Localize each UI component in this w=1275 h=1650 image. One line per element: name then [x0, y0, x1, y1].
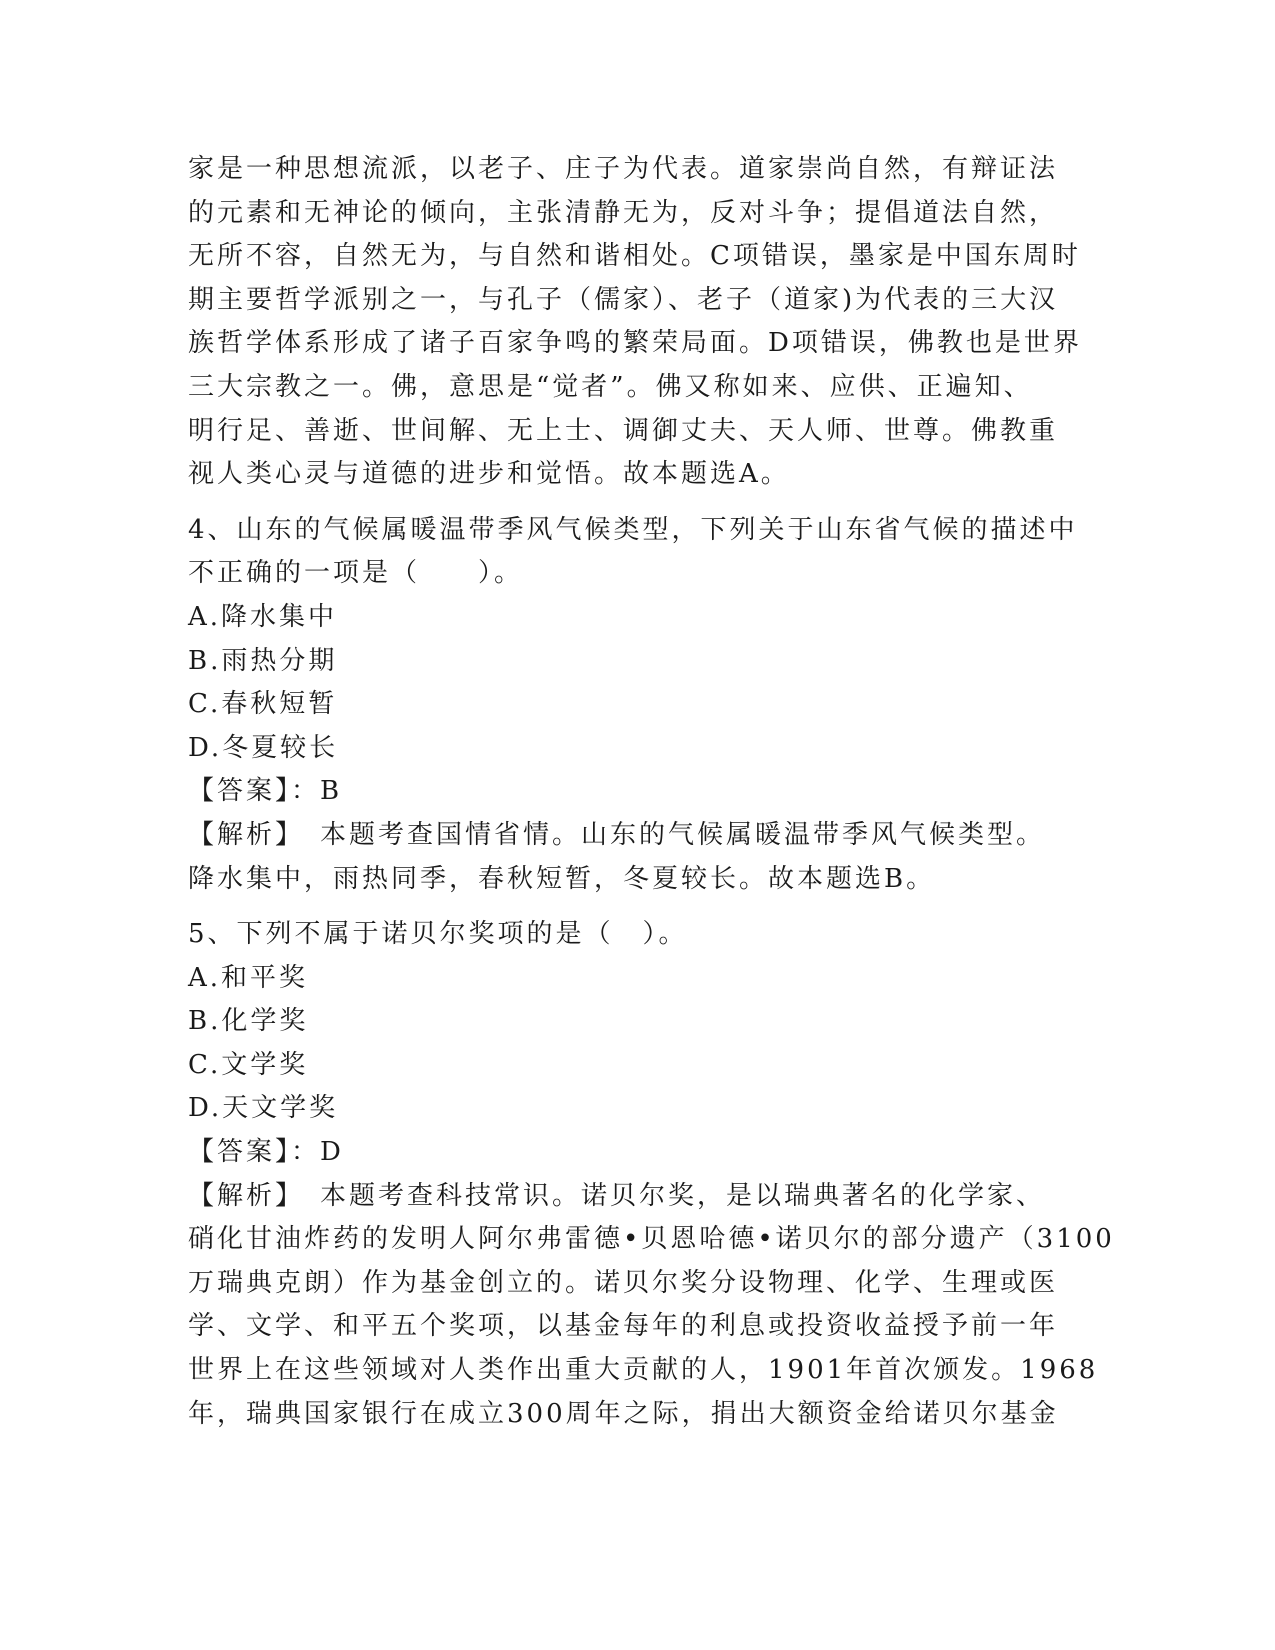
analysis-line: 【解析】 本题考查国情省情。山东的气候属暖温带季风气候类型。: [188, 819, 1046, 850]
option-c: C.文学奖: [188, 1049, 309, 1080]
question-stem: 4、山东的气候属暖温带季风气候类型，下列关于山东省气候的描述中: [188, 514, 1078, 545]
text-line: 期主要哲学派别之一，与孔子（儒家）、老子（道家)为代表的三大汉: [188, 284, 1059, 315]
analysis-line: 世界上在这些领域对人类作出重大贡献的人，1901年首次颁发。1968: [188, 1355, 1099, 1386]
question-stem: 5、下列不属于诺贝尔奖项的是（ ）。: [188, 919, 688, 950]
text-line: 明行足、善逝、世间解、无上士、调御丈夫、天人师、世尊。佛教重: [188, 415, 1059, 446]
document-page: [188, 148, 1115, 1436]
option-a: A.降水集中: [188, 601, 338, 632]
option-d: D.冬夏较长: [188, 732, 339, 763]
text-line: 无所不容，自然无为，与自然和谐相处。C项错误，墨家是中国东周时: [188, 241, 1081, 272]
answer-line: 【答案】：B: [188, 776, 343, 807]
text-line: 三大宗教之一。佛，意思是“觉者”。佛又称如来、应供、正遍知、: [188, 371, 1033, 402]
analysis-line: 【解析】 本题考查科技常识。诺贝尔奖，是以瑞典著名的化学家、: [188, 1180, 1046, 1211]
analysis-line: 硝化甘油炸药的发明人阿尔弗雷德•贝恩哈德•诺贝尔的部分遗产（3100: [188, 1224, 1115, 1255]
option-d: D.天文学奖: [188, 1093, 339, 1124]
option-b: B.雨热分期: [188, 645, 338, 676]
spacer: [188, 901, 1088, 913]
analysis-line: 年，瑞典国家银行在成立300周年之际，捐出大额资金给诺贝尔基金: [188, 1398, 1059, 1429]
question-5: [188, 913, 1115, 1436]
text-line: 族哲学体系形成了诸子百家争鸣的繁荣局面。D项错误，佛教也是世界: [188, 328, 1082, 359]
answer-line: 【答案】：D: [188, 1137, 344, 1168]
option-c: C.春秋短暂: [188, 689, 338, 720]
question-stem: 不正确的一项是（ ）。: [188, 558, 524, 589]
text-line: 家是一种思想流派，以老子、庄子为代表。道家崇尚自然，有辩证法: [188, 154, 1059, 184]
analysis-line: 学、文学、和平五个奖项，以基金每年的利息或投资收益授予前一年: [188, 1311, 1059, 1342]
spacer: [188, 497, 1088, 509]
question-4: [188, 509, 1088, 901]
analysis-line: 降水集中，雨热同季，春秋短暂，冬夏较长。故本题选B。: [188, 863, 936, 894]
analysis-line: 万瑞典克朗）作为基金创立的。诺贝尔奖分设物理、化学、生理或医: [188, 1267, 1059, 1298]
text-line: 的元素和无神论的倾向，主张清静无为，反对斗争；提倡道法自然，: [188, 197, 1059, 228]
intro-paragraph: [188, 148, 1088, 497]
option-b: B.化学奖: [188, 1006, 309, 1037]
option-a: A.和平奖: [188, 962, 309, 993]
text-line: 视人类心灵与道德的进步和觉悟。故本题选A。: [188, 459, 790, 490]
